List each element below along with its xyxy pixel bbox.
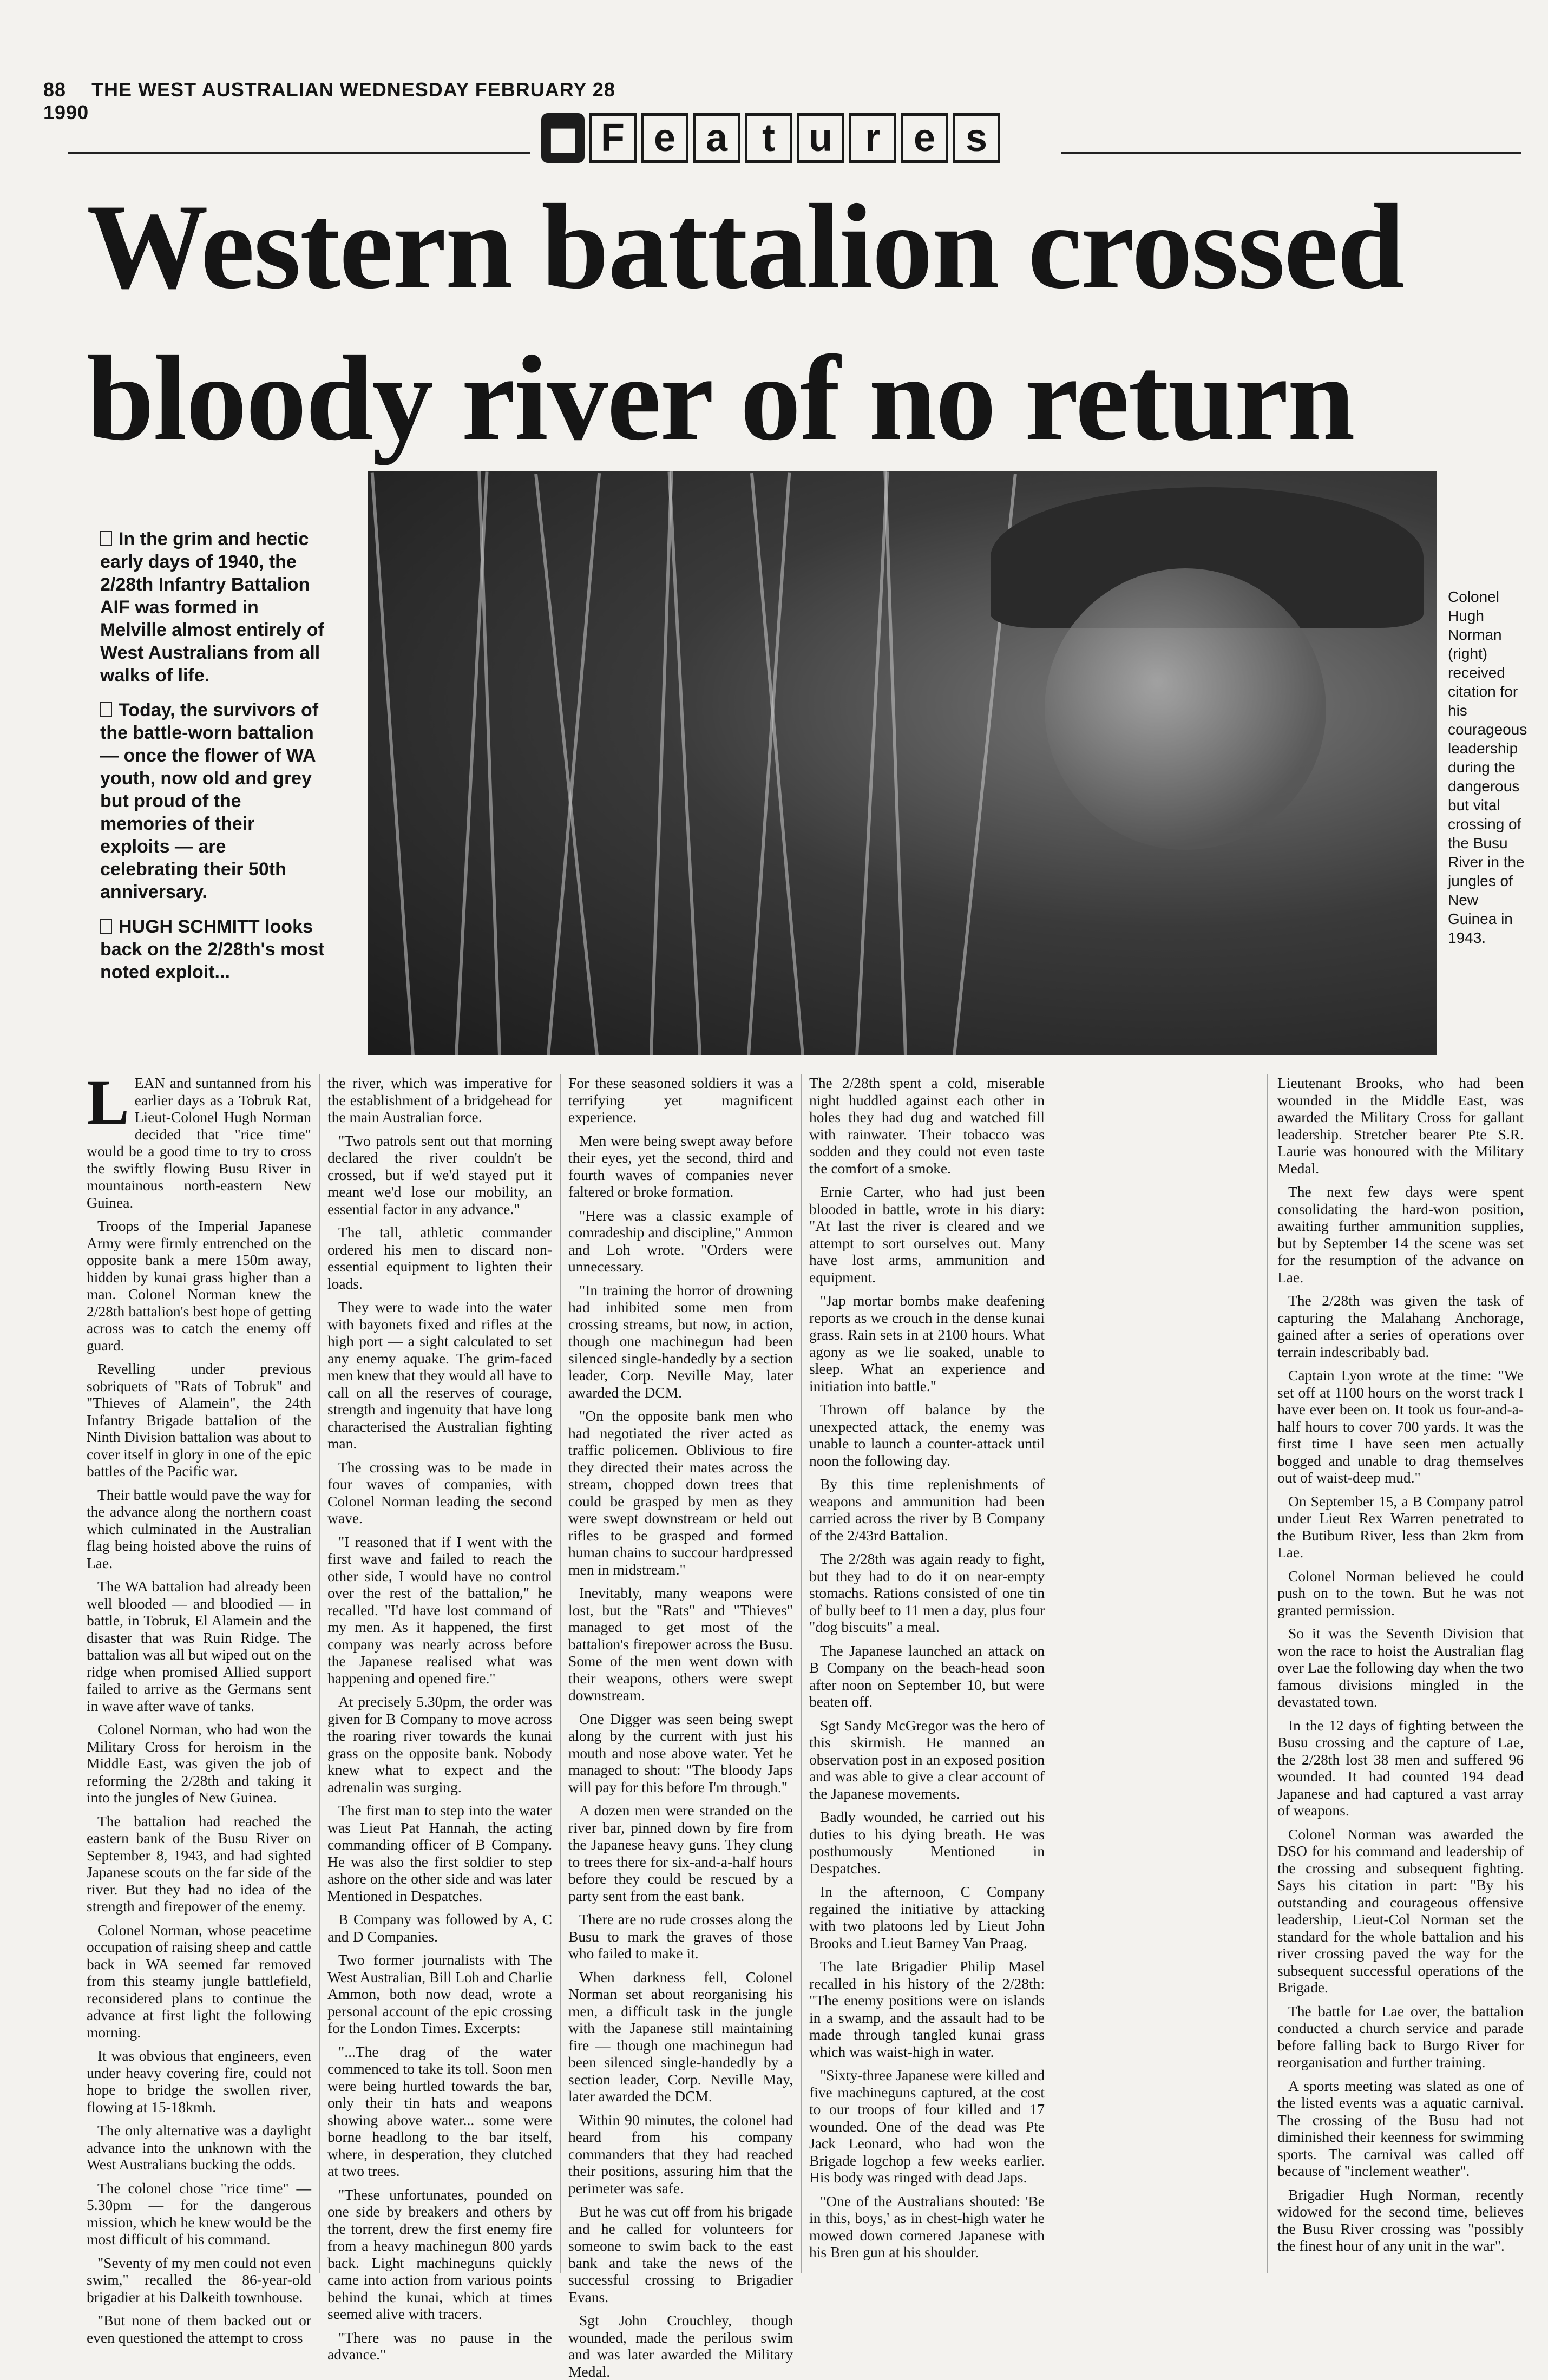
column-body xyxy=(327,1132,552,2363)
article-paragraph: Sgt John Crouchley, though wounded, made the perilous swim and was later awarded the Military Medal. xyxy=(568,2312,793,2380)
header-rule-right xyxy=(1061,152,1521,154)
article-column-1 xyxy=(87,1074,311,2273)
intro-paragraph: HUGH SCHMITT looks back on the 2/28th's most noted exploit... xyxy=(100,915,327,984)
article-paragraph: Colonel Norman, who had won the Military Cross for heroism in the Middle East, was given the job of reforming the 2/28th and taking it into the jungles of New Guinea. xyxy=(87,1721,311,1806)
header-rule-left xyxy=(68,152,530,154)
article-paragraph: Revelling under previous sobriquets of "Rats of Tobruk" and "Thieves of Alamein", the 24th Infantry Brigade battalion of the Ninth Division battalion was about to cover itself in glory in one of the epic battles of the Pacific war. xyxy=(87,1360,311,1480)
soldier-face xyxy=(1045,568,1326,850)
article-paragraph: The 2/28th was again ready to fight, but they had to do it on near-empty stomachs. Rations consisted of one tin of bully beef to 11 men a day, plus four "dog biscuits" a meal. xyxy=(809,1550,1045,1636)
section-banner xyxy=(541,111,1000,165)
article-paragraph: Colonel Norman believed he could push on to the town. But he was not granted permission. xyxy=(1277,1568,1524,1619)
article-paragraph: Inevitably, many weapons were lost, but the "Rats" and "Thieves" managed to get most of the battalion's firepower across the Busu. Some of the men went down with their weapons, others were swept downstream. xyxy=(568,1584,793,1704)
column-body xyxy=(1277,1183,1524,2254)
article-paragraph: "...The drag of the water commenced to take its toll. Soon men were being hurtled towards the bar, only their tin hats and weapons showing above water... some were borne headlong to the bar itself, where, in desperation, they clutched at two trees. xyxy=(327,2043,552,2180)
section-letter: e xyxy=(901,113,948,163)
article-paragraph: Lieutenant Brooks, who had been wounded in the Middle East, was awarded the Military Cross for gallant leadership. Stretcher bearer Pte S.R. Laurie was honoured with the Military Medal. xyxy=(1277,1074,1524,1177)
headline-line-1: Western battalion crossed xyxy=(87,171,1548,322)
article-paragraph: In the afternoon, C Company regained the initiative by attacking with two platoons led by Lieut John Brooks and Lieut Barney Van Praag. xyxy=(809,1883,1045,1951)
section-letter: t xyxy=(745,113,792,163)
article-paragraph: It was obvious that engineers, even under heavy covering fire, could not hope to bridge the swollen river, flowing at 15-18kmh. xyxy=(87,2047,311,2115)
article-paragraph: The next few days were spent consolidating the hard-won position, awaiting further ammunition supplies, but by September 14 the scene was set for the resumption of the advance on Lae. xyxy=(1277,1183,1524,1286)
article-paragraph: Brigadier Hugh Norman, recently widowed for the second time, believes the Busu River crossing was "possibly the finest hour of any unit in the war". xyxy=(1277,2186,1524,2254)
column-divider xyxy=(1267,1074,1268,2273)
article-paragraph: the river, which was imperative for the establishment of a bridgehead for the main Australian force. xyxy=(327,1074,552,1126)
article-column-2 xyxy=(327,1074,552,2273)
article-paragraph: One Digger was seen being swept along by the current with just his mouth and nose above water. Yet he managed to shout: "The bloody Japs will pay for this before I'm through." xyxy=(568,1710,793,1796)
article-paragraph: By this time replenishments of weapons and ammunition had been carried across the river by B Company of the 2/43rd Battalion. xyxy=(809,1476,1045,1544)
article-paragraph: "I reasoned that if I went with the first wave and failed to reach the other side, I would have no control over the rest of the battalion," he recalled. "I'd have lost command of my men. As it happened, the first company was nearly across before the Japanese realised what was happening and opened fire." xyxy=(327,1533,552,1687)
article-paragraph: "In training the horror of drowning had inhibited some men from crossing streams, but now, in action, though one machinegun had been silenced single-handedly by a section leader, Corp. Neville May, later awarded the DCM. xyxy=(568,1282,793,1401)
article-paragraph: B Company was followed by A, C and D Companies. xyxy=(327,1911,552,1945)
article-paragraph: So it was the Seventh Division that won the race to hoist the Australian flag over Lae the following day when the two famous divisions mingled in the devastated town. xyxy=(1277,1625,1524,1710)
article-paragraph: The colonel chose "rice time" — 5.30pm — for the dangerous mission, which he knew would be the most difficult of his command. xyxy=(87,2180,311,2248)
publication-line: THE WEST AUSTRALIAN WEDNESDAY FEBRUARY 28 1990 xyxy=(43,78,615,123)
article-paragraph: "These unfortunates, pounded on one side by breakers and others by the torrent, drew the first enemy fire from a heavy machinegun 800 yards back. Light machineguns quickly came into action from various points behind the kunai, which at times seemed alive with tracers. xyxy=(327,2186,552,2323)
article-paragraph: "Jap mortar bombs make deafening reports as we crouch in the dense kunai grass. Rain sets in at 2100 hours. What agony as we lie soaked, unable to sleep. What an experience and initiation into battle." xyxy=(809,1292,1045,1394)
article-paragraph: "Here was a classic example of comradeship and discipline," Ammon and Loh wrote. "Orders were unnecessary. xyxy=(568,1207,793,1275)
headline-line-2: bloody river of no return xyxy=(87,322,1548,474)
section-letter: F xyxy=(589,113,637,163)
intro-standfirst xyxy=(100,528,327,995)
bullet-box-icon xyxy=(100,919,112,934)
article-paragraph: Their battle would pave the way for the advance along the northern coast which culminated in the Australian flag being hoisted above the ruins of Lae. xyxy=(87,1486,311,1572)
article-column-3 xyxy=(568,1074,793,2273)
article-paragraph: "On the opposite bank men who had negotiated the river acted as traffic policemen. Oblivious to fire they directed their mates across the stream, chopped down trees that could be grasped by men as they were swept downstream or held out rifles to be grasped and formed human chains to succour hardpressed men in midstream." xyxy=(568,1407,793,1578)
section-letter: s xyxy=(953,113,1000,163)
article-paragraph: Ernie Carter, who had just been blooded in battle, wrote in his diary: "At last the river is cleared and we attempt to sort ourselves out. Many have lost arms, ammunition and equipment. xyxy=(809,1183,1045,1286)
column-body xyxy=(809,1183,1045,2261)
article-paragraph: Captain Lyon wrote at the time: "We set off at 1100 hours on the worst track I have ever been on. It took us four-and-a-half hours to cover 700 yards. It was the first time I have seen men actually bogged and unable to drag themselves out of waist-deep mud." xyxy=(1277,1367,1524,1486)
section-letter: e xyxy=(641,113,688,163)
article-paragraph: Badly wounded, he carried out his duties to his dying breath. He was posthumously Mentioned in Despatches. xyxy=(809,1808,1045,1877)
article-column-5 xyxy=(1277,1074,1524,2273)
article-paragraph: The battle for Lae over, the battalion conducted a church service and parade before falling back to Burgo River for reorganisation and further training. xyxy=(1277,2003,1524,2071)
article-paragraph: A dozen men were stranded on the river bar, pinned down by fire from the Japanese heavy guns. They clung to trees there for six-and-a-half hours before they could be rescued by a party sent from the east bank. xyxy=(568,1802,793,1904)
section-letter: a xyxy=(693,113,740,163)
intro-paragraph: Today, the survivors of the battle-worn battalion — once the flower of WA youth, now old and grey but proud of the memories of their exploits — are celebrating their 50th anniversary. xyxy=(100,699,327,903)
section-letters xyxy=(589,113,1000,163)
bullet-box-icon xyxy=(100,702,112,717)
article-paragraph: "One of the Australians shouted: 'Be in this, boys,' as in chest-high water he mowed down cornered Japanese with his Bren gun at his shoulder. xyxy=(809,2193,1045,2261)
article-paragraph: LEAN and suntanned from his earlier days as a Tobruk Rat, Lieut-Colonel Hugh Norman decided that "rice time" would be a good time to try to cross the swiftly flowing Busu River in mountainous north-eastern New Guinea. xyxy=(87,1074,311,1211)
article-paragraph: Sgt Sandy McGregor was the hero of this skirmish. He manned an observation post in an exposed position and was able to give a clear account of the Japanese movements. xyxy=(809,1717,1045,1802)
article-paragraph: In the 12 days of fighting between the Busu crossing and the capture of Lae, the 2/28th lost 38 men and suffered 96 wounded. It had counted 194 dead Japanese and had captured a vast array of weapons. xyxy=(1277,1717,1524,1819)
article-paragraph: At precisely 5.30pm, the order was given for B Company to move across the roaring river towards the kunai grass on the opposite bank. Nobody knew what to expect and the adrenalin was surging. xyxy=(327,1693,552,1795)
article-paragraph: "Seventy of my men could not even swim," recalled the 86-year-old brigadier at his Dalkeith townhouse. xyxy=(87,2254,311,2306)
article-paragraph: The WA battalion had already been well blooded — and bloodied — in battle, in Tobruk, El Alamein and the disaster that was Ruin Ridge. The battalion was all but wiped out on the ridge when promised Allied support failed to arrive as the Germans sent in wave after wave of tanks. xyxy=(87,1578,311,1714)
article-paragraph: The Japanese launched an attack on B Company on the beach-head soon after noon on September 10, but were beaten off. xyxy=(809,1642,1045,1710)
article-paragraph: Men were being swept away before their eyes, yet the second, third and fourth waves of companies never faltered or broke formation. xyxy=(568,1132,793,1201)
column-divider xyxy=(319,1074,320,2273)
intro-paragraph: In the grim and hectic early days of 1940, the 2/28th Infantry Battalion AIF was formed in Melville almost entirely of West Australians from all walks of life. xyxy=(100,528,327,687)
column-divider xyxy=(560,1074,561,2273)
book-reader-icon: ■ xyxy=(541,113,585,163)
article-paragraph: The 2/28th spent a cold, miserable night huddled against each other in holes they had dug and watched fill with rainwater. Their tobacco was sodden and they could not even taste the comfort of a smoke. xyxy=(809,1074,1045,1177)
article-paragraph: The battalion had reached the eastern bank of the Busu River on September 8, 1943, and had sighted Japanese scouts on the far side of the river. But they had no idea of the strength and firepower of the enemy. xyxy=(87,1813,311,1915)
photo-caption: Colonel Hugh Norman (right) received citation for his courageous leadership during the dangerous but vital crossing of the Busu River in the jungles of New Guinea in 1943. xyxy=(1448,587,1529,947)
column-body xyxy=(568,1132,793,2380)
article-paragraph: On September 15, a B Company patrol under Lieut Rex Warren penetrated to the Butibum River, less than 2km from Lae. xyxy=(1277,1493,1524,1561)
article-column-4 xyxy=(809,1074,1045,2273)
column-divider xyxy=(801,1074,802,2273)
article-paragraph: Colonel Norman, whose peacetime occupation of raising sheep and cattle back in WA seemed far removed from this steamy jungle battlefield, reconsidered plans to continue the advance at first light the following morning. xyxy=(87,1922,311,2041)
drop-cap: L xyxy=(87,1077,129,1129)
article-paragraph: Troops of the Imperial Japanese Army were firmly entrenched on the opposite bank a mere 150m away, hidden by kunai grass higher than a man. Colonel Norman knew the 2/28th battalion's best hope of getting across was to catch the enemy off guard. xyxy=(87,1217,311,1354)
article-paragraph: Within 90 minutes, the colonel had heard from his company commanders that they had reached their positions, assuring him that the perimeter was safe. xyxy=(568,2112,793,2197)
article-paragraph: When darkness fell, Colonel Norman set about reorganising his men, a difficult task in the jungle with the Japanese still maintaining fire — though one machinegun had been silenced single-handedly by a section leader, Corp. Neville May, later awarded the DCM. xyxy=(568,1969,793,2105)
article-paragraph: Thrown off balance by the unexpected attack, the enemy was unable to launch a counter-attack until noon the following day. xyxy=(809,1401,1045,1469)
bullet-box-icon xyxy=(100,531,112,546)
article-paragraph: The first man to step into the water was Lieut Pat Hannah, the acting commanding officer of B Company. He was also the first soldier to step ashore on the other side and was later Mentioned in Despatches. xyxy=(327,1802,552,1904)
column-body xyxy=(87,1217,311,2346)
article-paragraph: "But none of them backed out or even questioned the attempt to cross xyxy=(87,2312,311,2346)
article-paragraph: "There was no pause in the advance." xyxy=(327,2329,552,2363)
article-paragraph: They were to wade into the water with bayonets fixed and rifles at the high port — a sight calculated to set any enemy aquake. The grim-faced men knew that they would all have to call on all the reserves of courage, strength and ingenuity that have long characterised the Australian fighting man. xyxy=(327,1299,552,1452)
article-paragraph: A sports meeting was slated as one of the listed events was a aquatic carnival. The crossing of the Busu had not diminished their keenness for swimming sports. The carnival was called off because of "inclement weather". xyxy=(1277,2077,1524,2180)
section-letter: u xyxy=(797,113,844,163)
article-paragraph: But he was cut off from his brigade and he called for volunteers for someone to swim back to the east bank and take the news of the successful crossing to Brigadier Evans. xyxy=(568,2203,793,2305)
article-paragraph: The 2/28th was given the task of capturing the Malahang Anchorage, gained after a series of operations over terrain indescribably bad. xyxy=(1277,1292,1524,1360)
article-paragraph: The tall, athletic commander ordered his men to discard non-essential equipment to lighten their loads. xyxy=(327,1224,552,1292)
article-paragraph: Colonel Norman was awarded the DSO for his command and leadership of the crossing and subsequent fighting. Says his citation in part: "By his outstanding and courageous offensive leadership, Lieut-Col Norman set the standard for the whole battalion and his river crossing paved the way for the subsequent successful operations of the Brigade. xyxy=(1277,1826,1524,1996)
article-paragraph: "Two patrols sent out that morning declared the river couldn't be crossed, but if we'd stayed put it meant we'd lose our mobility, an essential factor in any advance." xyxy=(327,1132,552,1218)
headline xyxy=(87,171,1548,474)
article-paragraph: The late Brigadier Philip Masel recalled in his history of the 2/28th: "The enemy positions were on islands in a swamp, and the assault had to be made through tangled kunai grass which was waist-high in water. xyxy=(809,1958,1045,2060)
article-paragraph: There are no rude crosses along the Busu to mark the graves of those who failed to make it. xyxy=(568,1911,793,1962)
article-paragraph: The only alternative was a daylight advance into the unknown with the West Australians bucking the odds. xyxy=(87,2122,311,2173)
page-number: 88 xyxy=(43,78,66,101)
section-letter: r xyxy=(849,113,896,163)
article-paragraph: "Sixty-three Japanese were killed and five machineguns captured, at the cost to our troops of four killed and 17 wounded. One of the dead was Pte Jack Leonard, who had won the Brigade logchop a few weeks earlier. His body was ringed with dead Japs. xyxy=(809,2067,1045,2186)
feature-photo xyxy=(368,471,1437,1055)
article-paragraph: Two former journalists with The West Australian, Bill Loh and Charlie Ammon, both now dead, wrote a personal account of the epic crossing for the London Times. Excerpts: xyxy=(327,1951,552,2037)
article-paragraph: The crossing was to be made in four waves of companies, with Colonel Norman leading the second wave. xyxy=(327,1459,552,1527)
article-paragraph: For these seasoned soldiers it was a terrifying yet magnificent experience. xyxy=(568,1074,793,1126)
